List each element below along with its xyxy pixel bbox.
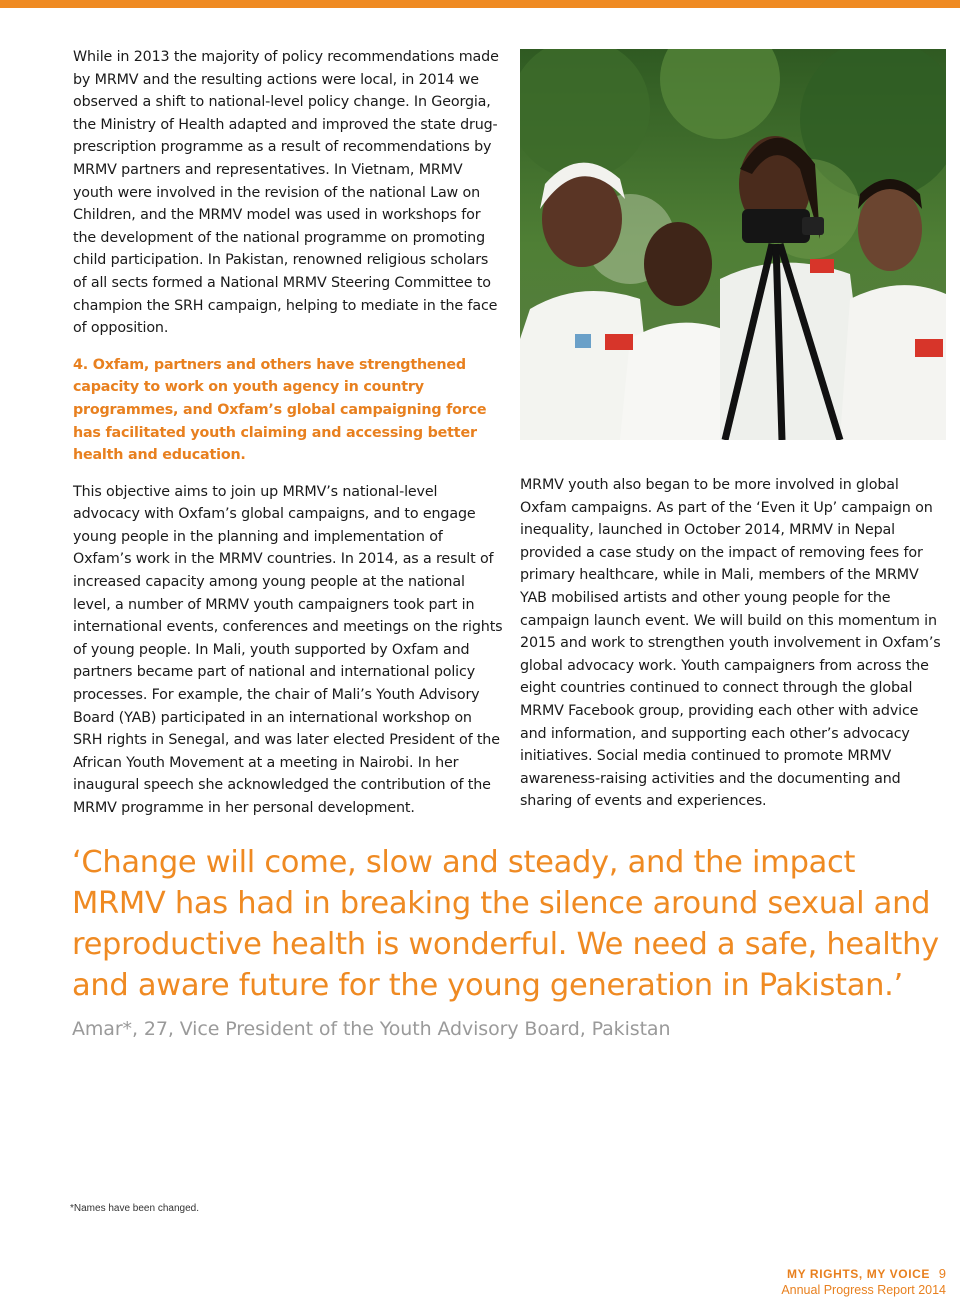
youth-group-photo (520, 49, 946, 440)
section-heading-objective-4: 4. Oxfam, partners and others have strengthened capacity to work on youth agency in country programmes, and Oxfam’s global campaigning force has facilitated youth claiming and accessing better health and education. (73, 356, 487, 464)
footer-title: MY RIGHTS, MY VOICE (787, 1267, 930, 1281)
footer-report-name: Annual Progress Report 2014 (781, 1283, 946, 1297)
pull-quote-attribution: Amar*, 27, Vice President of the Youth Advisory Board, Pakistan (72, 1018, 671, 1040)
body-paragraph-objective: This objective aims to join up MRMV’s national-level advocacy with Oxfam’s global campaigns, and to engage young people in the planning and implementation of Oxfam’s work in the MRMV countries. In 2014, as a result of increased capacity among young people at the national level, a number of MRMV youth campaigners took part in international events, conferences and meetings on the rights of young people. In Mali, youth supported by Oxfam and partners became part of national and international policy processes. For example, the chair of Mali’s Youth Advisory Board (YAB) participated in an international workshop on SRH rights in Senegal, and was later elected President of the African Youth Movement at a meeting in Nairobi. In her inaugural speech she acknowledged the contribution of the MRMV programme in her personal development. (73, 483, 503, 816)
body-paragraph-policy-change: While in 2013 the majority of policy recommendations made by MRMV and the resulting actions were local, in 2014 we observed a shift to national-level policy change. In Georgia, the Ministry of Health adapted and improved the state drug-prescription programme as a result of recommendations by MRMV partners and representatives. In Vietnam, MRMV youth were involved in the revision of the national Law on Children, and the MRMV model was used in workshops for the development of the national programme on promoting child participation. In Pakistan, renowned religious scholars of all sects formed a National MRMV Steering Committee to champion the SRH campaign, helping to mediate in the face of opposition. (73, 49, 499, 337)
page-footer (781, 1266, 946, 1298)
page-number: 9 (938, 1266, 946, 1281)
left-column (73, 46, 503, 834)
body-paragraph-global-campaigns: MRMV youth also began to be more involved in global Oxfam campaigns. As part of the ‘Even it Up’ campaign on inequality, launched in October 2014, MRMV in Nepal provided a case study on the impact of removing fees for primary healthcare, while in Mali, members of the MRMV YAB mobilised artists and other young people for the campaign launch event. We will build on this momentum in 2015 and work to strengthen youth involvement in Oxfam’s global advocacy work. Youth campaigners from across the eight countries continued to connect through the global MRMV Facebook group, providing each other with advice and information, and supporting each other’s advocacy initiatives. Social media continued to promote MRMV awareness-raising activities and the documenting and sharing of events and experiences. (520, 477, 941, 810)
footnote: *Names have been changed. (70, 1203, 199, 1214)
pull-quote-text: ‘Change will come, slow and steady, and the impact MRMV has had in breaking the silence around sexual and reproductive health is wonderful. We need a safe, healthy and aware future for the young generation in Pakistan.’ (72, 845, 939, 1003)
pull-quote (72, 842, 942, 1042)
right-column (520, 474, 944, 827)
top-accent-bar (0, 0, 960, 8)
